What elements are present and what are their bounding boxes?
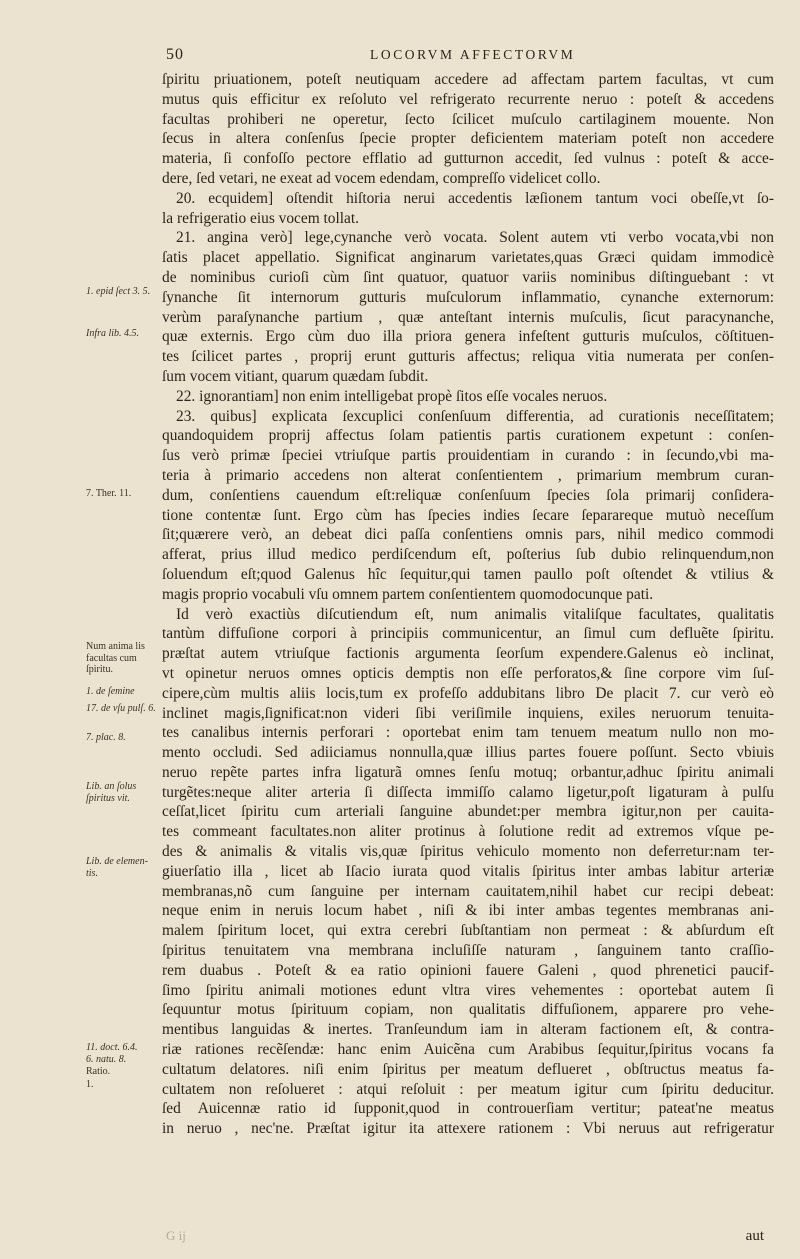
- text-line: membranas,nõ cum ſanguine per internam cauitatem,nihil habet cur recipi debeat:: [162, 882, 774, 900]
- text-line: verùm paraſynanche partium , quæ anteſtant internis muſculis, ſicut paracynanche,: [162, 308, 774, 326]
- text-line: neque enim in neruis locum habet , niſi & ibi inter ambas tegentes membranas ani-: [162, 902, 774, 920]
- text-line: dum, conſentiens cauendum eſt:reliquæ conſenſuum ſpecies ſola primarij conſidera-: [162, 486, 774, 504]
- catchword: aut: [745, 1228, 764, 1244]
- text-line: materia, ſi confoſſo pectore efflatio ad gutturnon accedit, ſed vulnus : poteſt & acce-: [162, 150, 774, 168]
- text-line: cipere,cùm multis aliis locis,tum ex profeſſo addubitans libro De placit 7. cur verò eò: [162, 684, 774, 702]
- text-line: ceſſat,licet ſpiritu cum arteriali ſanguine abundet:per membra igitur,non per cauita-: [162, 803, 774, 821]
- text-line: tes ſcilicet partes , proprij erunt gutturis affectus; reliqua vitia numerata per conſen-: [162, 348, 774, 366]
- margin-note: Lib. an ſolus ſpiritus vit.: [86, 781, 137, 804]
- text-line: magis proprio vocabuli vſu omnem partem conſentientem quomodocunque pati.: [162, 585, 654, 603]
- text-line: ſum vocem vitiant, quarum quædam ſubdit.: [162, 367, 429, 385]
- text-line: tes canalibus internis perforari : oportebat enim tam tenuem meatum nullo non mo-: [162, 724, 774, 742]
- text-line: 20. ecquidem] oſtendit hiſtoria nerui accedentis læſionem tantum voci obeſſe,vt ſo-: [176, 189, 774, 207]
- margin-note: Lib. de elemen- tis.: [86, 856, 148, 879]
- margin-note: 7. plac. 8.: [86, 732, 126, 743]
- text-line: quandoquidem proprij affectus ſolam patientis partis curationem expetunt : conſen-: [162, 427, 774, 445]
- text-line: dere, ſed vetari, ne exeat ad vocem edendam, compreſſo videlicet collo.: [162, 169, 601, 187]
- running-title: LOCORVM AFFECTORVM: [370, 47, 576, 62]
- signature-mark: G ij: [166, 1228, 186, 1243]
- text-line: 21. angina verò] lege,cynanche verò vocata. Solent autem vti verbo vocata,vbi non: [176, 229, 774, 247]
- text-line: inclinet magis,ſignificat:non videri ſibi veriſimile inquiens, exiles neruorum tenuita-: [162, 704, 774, 722]
- text-line: cultatem non reſolueret : atqui reſoluit : per meatum igitur cum ſpiritu deducitur.: [162, 1080, 774, 1098]
- text-line: Id verò exactiùs diſcutiendum eſt, num animalis vitaliſque facultates, qualitatis: [176, 605, 774, 623]
- text-line: turgẽtes:neque aliter arteria ſi diſſecta immiſſo calamo ligetur,poſt ligaturam à pulſu: [162, 783, 774, 801]
- text-line: in neruo , nec'ne. Præſtat igitur ita atteхere rationem : Vbi neruus aut refrigeratur: [162, 1120, 774, 1138]
- text-line: cultatum delatores. niſi enim ſpiritus per meatum deflueret , obſtructus meatus fa-: [162, 1060, 774, 1078]
- text-line: ſpiritu priuationem, poteſt neutiquam accedere ad affectam partem facultas, vt cum: [162, 71, 774, 88]
- text-line: quæ externis. Ergo cùm duo illa priora genera infeſtent gutturis muſculos, cöſtituen-: [162, 328, 774, 346]
- text-line: ſpiritus tenuitatem vna membrana incluſiſſe naturam , ſanguinem tanto craſſio-: [162, 942, 774, 960]
- margin-note: 6. natu. 8.: [86, 1054, 127, 1065]
- text-line: ſecus in altera conſenſus ſpecie propter deficientem materiam poteſt non accedere: [162, 130, 774, 148]
- text-line: tione contentæ ſunt. Ergo cùm has ſpecies indies ſecare ſeparareque mutuò neceſſum: [162, 506, 774, 524]
- margin-notes: [0, 0, 160, 1259]
- text-line: vt opinetur neruos omnes opticis demptis non eſſe perforatos,& ſine corpore vim ſuſ-: [162, 664, 774, 682]
- text-line: ſit;quærere verò, an debeat dici paſſa conſentiens omnis pars, nihil medico commodi: [162, 526, 774, 544]
- text-line: de nominibus curioſi cùm ſint quatuor, quatuor variis nominibus diſtinguebant : vt: [162, 268, 774, 286]
- margin-note: 17. de vſu pulſ. 6.: [86, 703, 156, 714]
- text-line: malem ſpiritum locet, qui extra cerebri ſubſtantiam non permeat : & abſurdum eſt: [162, 922, 774, 940]
- text-line: tantùm diffuſione corpori à principiis communicentur, an ſimul cum defluẽte ſpiritu.: [162, 625, 774, 643]
- text-line: rem duabus . Poteſt & ea ratio opinioni fauere Galeni , quod phrenetici paucif-: [162, 961, 774, 979]
- text-line: facultas prohiberi ne operetur, ſecto ſcilicet muſculo cartilaginem mouente. Non: [162, 110, 774, 128]
- margin-note: 7. Ther. 11.: [86, 488, 132, 499]
- text-line: 22. ignorantiam] non enim intelligebat propè ſitos eſſe vocales neruos.: [176, 387, 608, 405]
- text-line: ſoluendum eſt;quod Galenus hîc ſequitur,qui tamen paullo poſt oſtendet & vtilius &: [162, 565, 774, 583]
- text-line: mutus quis efficitur ex reſoluto vel refrigerato recurrente neruo : poteſt & accedens: [162, 90, 774, 108]
- margin-note: 11. doct. 6.4.: [86, 1042, 138, 1053]
- text-line: ſed Auicennæ ratio id ſupponit,quod in controuerſiam vertitur; pateat'ne meatus: [162, 1100, 774, 1118]
- text-line: neruo repẽte partes infra ligaturã omnes ſenſu motuq; orbantur,adhuc ſpiritu animali: [162, 763, 774, 781]
- margin-note: 1. epid ſect 3. 5.: [86, 286, 151, 297]
- text-line: la refrigeratio eius vocem tollat.: [162, 209, 360, 227]
- text-line: riæ rationes recẽſendæ: hanc enim Auicẽna cum Arabibus ſequitur,ſpiritus vocans fa: [162, 1041, 774, 1059]
- margin-note: 1.: [86, 1079, 94, 1090]
- page-footer: [0, 1228, 800, 1248]
- page-number: 50: [166, 46, 184, 63]
- text-line: ſus verò primæ ſpeciei vtriuſque partis prouidentiam in curando : in ſecundo,vbi ma-: [162, 447, 774, 465]
- text-line: teria à primario accedens non alterat conſentientem , primarium membrum curan-: [162, 466, 774, 484]
- text-line: mento occludi. Sed adiiciamus nonnulla,quæ illius partes fouere poſſunt. Secto vbiuis: [162, 744, 774, 762]
- margin-note: 1. de ſemine: [86, 686, 135, 697]
- text-line: ſatis placet appellatio. Significat anginarum varietates,quas Græci quidam immodicè: [162, 249, 774, 267]
- text-line: 23. quibus] explicata ſexcuplici conſenſuum differentia, ad curationis neceſſitatem;: [176, 407, 774, 425]
- text-line: tes commeant facultates.non aliter protinus à ſolutione redit ad extremos vſque pe-: [162, 823, 774, 841]
- text-line: giuerſatio illa , licet ab Iſacio iurata quod vitalis ſpiritus inter ambas labitur arteriæ: [162, 862, 774, 880]
- text-line: ſequuntur motus ſpirituum copiam, non qualitatis diffuſionem, apparere pro vehe-: [162, 1001, 774, 1019]
- margin-note: Infra lib. 4.5.: [86, 328, 140, 339]
- text-line: [162, 1139, 774, 1159]
- text-line: ſimo ſpiritu animali motiones edunt vltra vires vehementes : oportebat autem ſi: [162, 981, 774, 999]
- text-line: ſynanche ſit internorum gutturis muſculorum inflammatio, cynanche externorum:: [162, 288, 774, 306]
- body-text: [162, 70, 774, 1159]
- text-line: mentibus languidas & inertes. Tranſeundum iam in alteram factionem eſt, & contra-: [162, 1021, 774, 1039]
- margin-note: Ratio.: [86, 1066, 111, 1077]
- text-line: afferat, prius illud medico perdiſcendum eſt, poſterius ſub dubio relinquendum,non: [162, 546, 774, 564]
- margin-note: Num anima lis facultas cum ſpiritu.: [86, 641, 145, 675]
- text-line: præſtat autem vtriuſque factionis argumenta ſeorſum expendere.Galenus eò inclinat,: [162, 645, 774, 663]
- text-line: des & animalis & vitalis vis,quæ ſpiritus vehiculo momento non deferretur:nam ter-: [162, 843, 774, 861]
